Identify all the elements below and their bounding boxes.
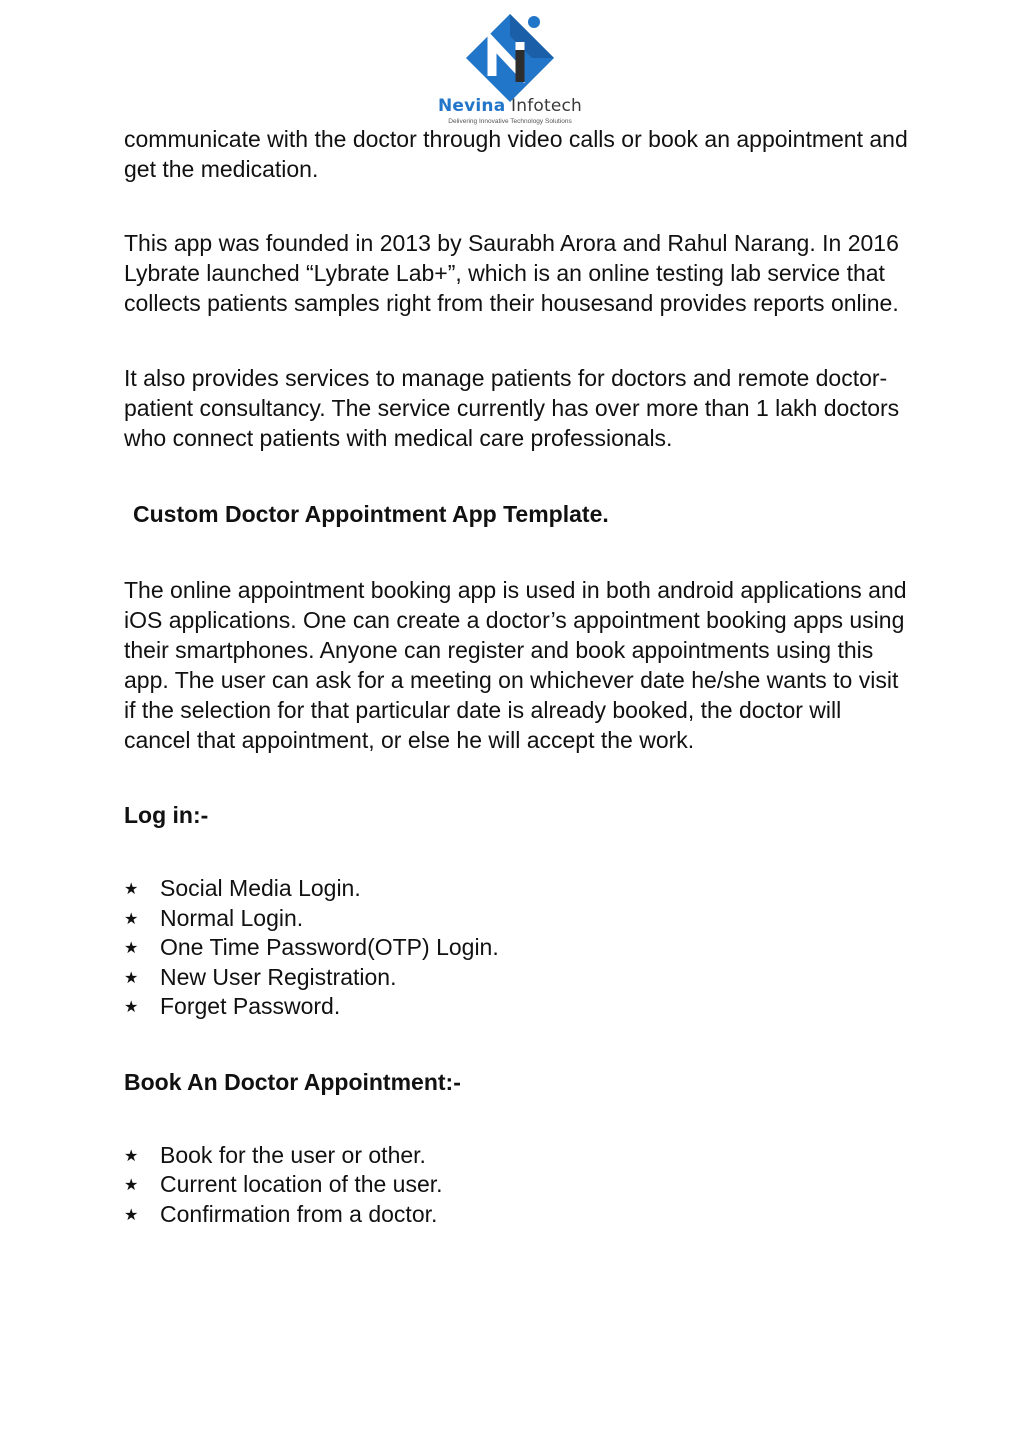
- list-item: [124, 904, 914, 934]
- paragraph-intro: communicate with the doctor through video calls or book an appointment and get the medication.: [124, 126, 908, 182]
- list-item: [124, 992, 914, 1022]
- document-body: [124, 124, 914, 1274]
- paragraph-services: It also provides services to manage patients for doctors and remote doctor-patient consultancy. The service currently has over more than 1 lakh doctors who connect patients with medical care professionals.: [124, 365, 900, 451]
- nevina-n-logo-icon: [462, 10, 558, 106]
- star-bullet-icon: ★: [124, 997, 139, 1016]
- star-bullet-icon: ★: [124, 908, 139, 928]
- list-item-text: Normal Login.: [160, 904, 304, 931]
- star-bullet-icon: ★: [124, 879, 139, 898]
- list-item-text: One Time Password(OTP) Login.: [160, 934, 499, 960]
- logo-wordmark: Nevina Infotech: [437, 96, 583, 116]
- list-item-text: Current location of the user.: [160, 1171, 443, 1197]
- list-item-text: New User Registration.: [160, 963, 397, 990]
- star-bullet-icon: ★: [124, 938, 139, 957]
- star-bullet-icon: ★: [124, 1145, 139, 1165]
- login-feature-list: [124, 874, 914, 1022]
- list-item: [124, 933, 914, 963]
- list-item: [124, 963, 914, 993]
- paragraph-booking-app: The online appointment booking app is used in both android applications and iOS applications. One can create a doctor’s appointment booking apps using their smartphones. Anyone can register and book appointments using this app. The user can ask for a meeting on whichever date he/she wants to visit if the selection for that particular date is already booked, the doctor will cancel that appointment, or else he will accept the work.: [124, 577, 907, 753]
- list-item: [124, 874, 914, 904]
- star-bullet-icon: ★: [124, 1175, 139, 1194]
- list-item-text: Social Media Login.: [160, 875, 361, 901]
- list-item-text: Confirmation from a doctor.: [160, 1200, 438, 1227]
- list-item-text: Forget Password.: [160, 993, 341, 1019]
- list-item-text: Book for the user or other.: [160, 1141, 426, 1168]
- paragraph-founding: This app was founded in 2013 by Saurabh Arora and Rahul Narang. In 2016 Lybrate launched “Lybrate Lab+”, which is an online testing lab service that collects patients samples right from their housesand provides reports online.: [124, 230, 899, 316]
- logo-tagline: Delivering Innovative Technology Solutions: [448, 118, 572, 125]
- heading-book-appointment: Book An Doctor Appointment:-: [124, 1068, 461, 1095]
- list-item: [124, 1141, 914, 1171]
- star-bullet-icon: ★: [124, 1204, 139, 1224]
- star-bullet-icon: ★: [124, 967, 139, 987]
- heading-login: Log in:-: [124, 802, 209, 828]
- list-item: [124, 1200, 914, 1230]
- company-logo: [430, 10, 590, 128]
- heading-custom-template: Custom Doctor Appointment App Template.: [133, 501, 609, 527]
- list-item: [124, 1170, 914, 1200]
- booking-feature-list: [124, 1141, 914, 1230]
